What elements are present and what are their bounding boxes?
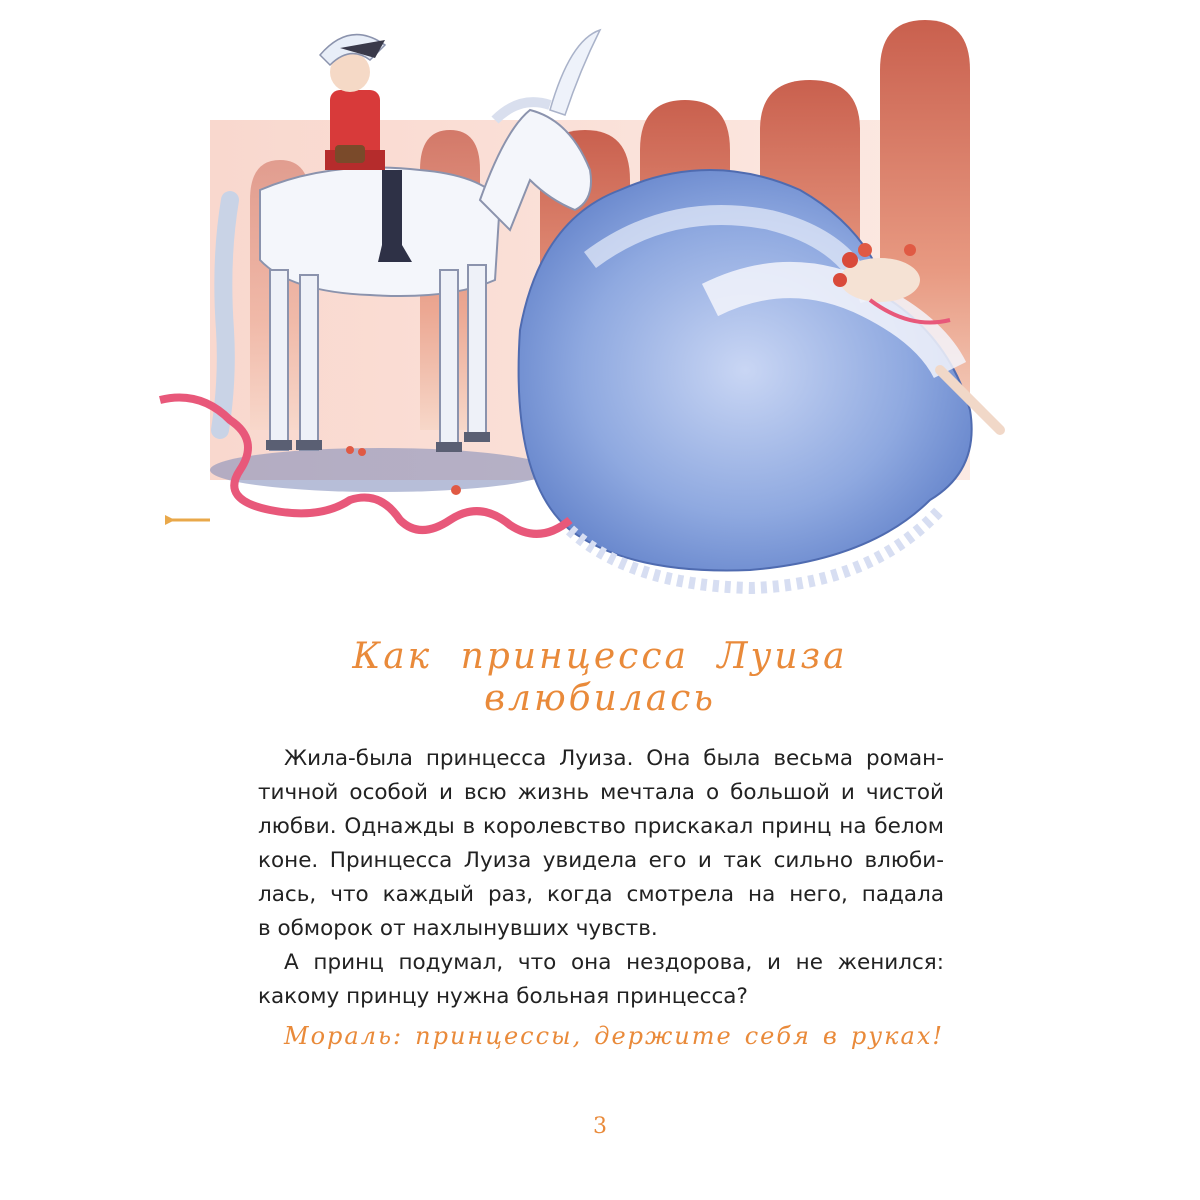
text-line: лась, что каждый раз, когда смотрела на него, падала [258,882,944,907]
paragraph-1 [258,742,944,946]
text-line: А принц подумал, что она нездорова, и не женился: [284,950,944,975]
page-number: 3 [593,1114,607,1139]
story-title-line-2: влюбилась [484,678,716,719]
text-line: любви. Однажды в королевство прискакал принц на белом [258,814,944,839]
moral-text: Мораль: принцессы, держите себя в руках! [284,1022,944,1050]
paragraph-2 [258,946,944,1014]
text-line: коне. Принцесса Луиза увидела его и так сильно влюби- [258,848,944,873]
story-title-line-1: Как принцесса Луиза [352,636,848,677]
story-illustration [150,0,1010,620]
text-line: тичной особой и всю жизнь мечтала о большой и чистой [258,780,944,805]
text-line: какому принцу нужна больная принцесса? [258,984,748,1009]
text-line: Жила-была принцесса Луиза. Она была весьма роман- [284,746,944,771]
text-line: в обморок от нахлынувших чувств. [258,916,658,941]
